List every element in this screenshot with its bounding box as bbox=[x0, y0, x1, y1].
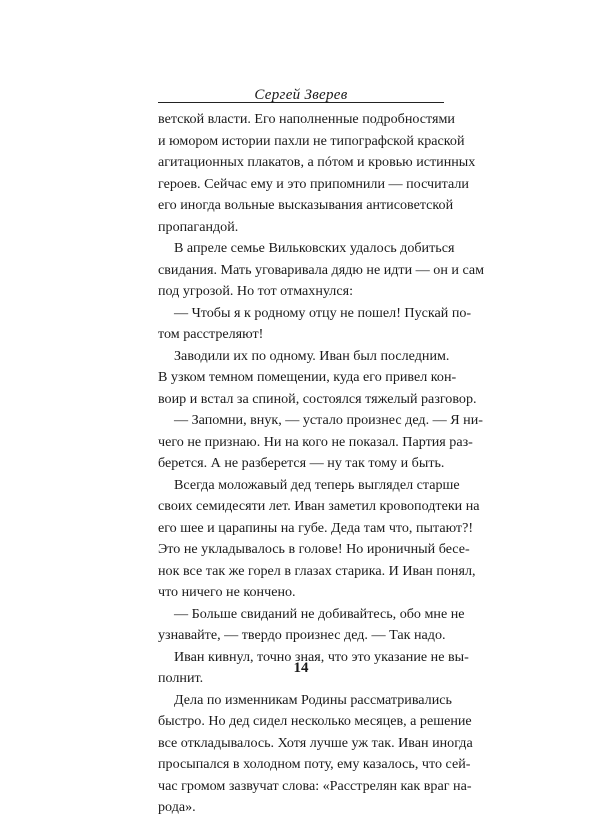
text-line: том расстреляют! bbox=[158, 326, 264, 342]
paragraph bbox=[158, 410, 483, 475]
text-line: узнавайте, — твердо произнес дед. — Так надо. bbox=[158, 627, 446, 643]
text-line: Заводили их по одному. Иван был последним. bbox=[174, 347, 450, 364]
text-line: В апреле семье Вильковских удалось добиться bbox=[174, 240, 455, 256]
text-line: пропагандой. bbox=[158, 218, 239, 235]
text-line: — Запомни, внук, — устало произнес дед. — Я ни- bbox=[174, 412, 483, 428]
text-line: нок все так же горел в глазах старика. И Иван понял, bbox=[158, 562, 476, 579]
paragraph bbox=[158, 475, 480, 604]
text-line: агитационных плакатов, а пóтом и кровью истинных bbox=[158, 154, 476, 170]
paragraph bbox=[158, 346, 477, 411]
text-line: час громом зазвучат слова: «Расстрелян как враг на- bbox=[158, 777, 472, 794]
text-line: рода». bbox=[158, 799, 196, 815]
text-line: все откладывалось. Хотя лучше уж так. Иван иногда bbox=[158, 734, 473, 751]
text-line: Это не укладывалось в голове! Но ироничный бесе- bbox=[158, 541, 470, 557]
text-line: свидания. Мать уговаривала дядю не идти — он и сам bbox=[158, 261, 485, 278]
text-line: просыпался в холодном поту, ему казалось, что сей- bbox=[158, 756, 471, 772]
paragraph bbox=[158, 604, 465, 647]
paragraph bbox=[158, 690, 473, 819]
text-line: быстро. Но дед сидел несколько месяцев, а решение bbox=[158, 713, 472, 729]
text-line: и юмором истории пахли не типографской краской bbox=[158, 132, 465, 149]
text-line: его шее и царапины на губе. Деда там что, пытают?! bbox=[158, 519, 474, 536]
text-line: — Чтобы я к родному отцу не пошел! Пускай по- bbox=[174, 304, 472, 321]
text-line: что ничего не кончено. bbox=[158, 584, 296, 600]
text-line: В узком темном помещении, куда его привел кон- bbox=[158, 369, 457, 385]
text-line: Всегда моложавый дед теперь выглядел старше bbox=[174, 476, 460, 493]
paragraph bbox=[158, 109, 476, 238]
running-head: Сергей Зверев bbox=[254, 87, 348, 103]
text-line: чего не признаю. Ни на кого не показал. Партия раз- bbox=[158, 433, 473, 450]
text-line: — Больше свиданий не добивайтесь, обо мне не bbox=[174, 605, 465, 622]
text-line: Дела по изменникам Родины рассматривались bbox=[174, 691, 452, 708]
page-number: 14 bbox=[293, 660, 309, 676]
paragraph bbox=[158, 238, 485, 303]
text-line: ветской власти. Его наполненные подробностями bbox=[158, 111, 455, 127]
body-text bbox=[158, 109, 485, 819]
header-rule bbox=[158, 102, 444, 103]
text-line: героев. Сейчас ему и это припомнили — посчитали bbox=[158, 175, 469, 192]
text-line: Иван кивнул, точно зная, что это указание не вы- bbox=[174, 648, 469, 665]
text-line: воир и встал за спиной, состоялся тяжелый разговор. bbox=[158, 390, 477, 407]
paragraph bbox=[158, 303, 472, 346]
text-line: под угрозой. Но тот отмахнулся: bbox=[158, 283, 353, 299]
text-line: берется. А не разберется — ну так тому и быть. bbox=[158, 455, 445, 471]
text-line: своих семидесяти лет. Иван заметил кровоподтеки на bbox=[158, 498, 480, 514]
text-line: полнит. bbox=[158, 670, 204, 686]
text-line: его иногда вольные высказывания антисоветской bbox=[158, 197, 454, 213]
